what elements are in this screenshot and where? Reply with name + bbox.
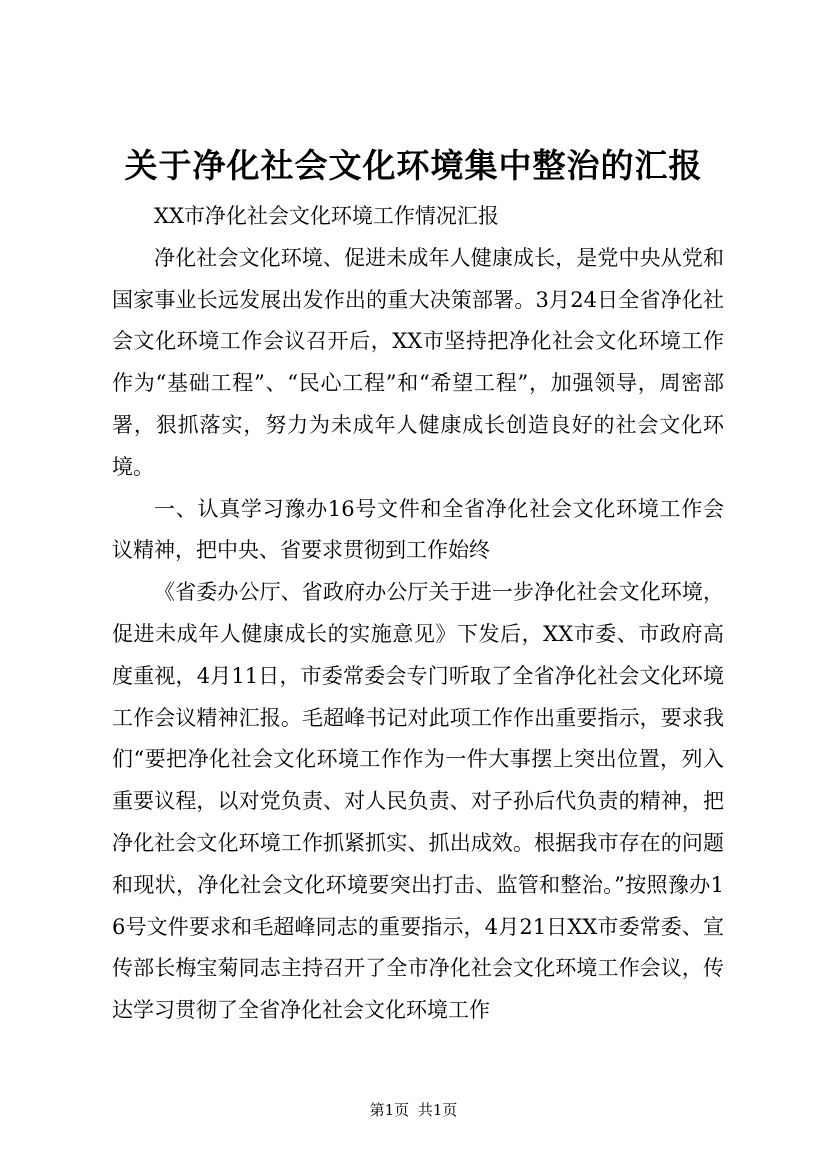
body-paragraph: 《省委办公厅、省政府办公厅关于进一步净化社会文化环境，促进未成年人健康成长的实施意见》下发后，XX市委、市政府高度重视，4月11日，市委常委会专门听取了全省净化社会文化环境工作会议精神汇报。毛超峰书记对此项工作作出重要指示，要求我们“要把净化社会文化环境工作作为一件大事摆上突出位置，列入重要议程，以对党负责、对人民负责、对子孙后代负责的精神，把净化社会文化环境工作抓紧抓实、抓出成效。根据我市存在的问题和现状，净化社会文化环境要突出打击、监管和整治。”按照豫办16号文件要求和毛超峰同志的重要指示，4月21日XX市委常委、宣传部长梅宝菊同志主持召开了全市净化社会文化环境工作会议，传达学习贯彻了全省净化社会文化环境工作 [112, 580, 724, 1023]
intro-paragraph: 净化社会文化环境、促进未成年人健康成长，是党中央从党和国家事业长远发展出发作出的重大决策部署。3月24日全省净化社会文化环境工作会议召开后，XX市坚持把净化社会文化环境工作作为“基础工程”、“民心工程”和“希望工程”，加强领导，周密部署，狠抓落实，努力为未成年人健康成长创造良好的社会文化环境。 [112, 245, 724, 479]
page-footer [0, 1100, 827, 1120]
section-heading-1: 一、认真学习豫办16号文件和全省净化社会文化环境工作会议精神，把中央、省要求贯彻到工作始终 [112, 496, 724, 563]
document-title: 关于净化社会文化环境集中整治的汇报 [124, 146, 703, 185]
page-total: 共1页 [417, 1101, 458, 1119]
subtitle-paragraph: XX市净化社会文化环境工作情况汇报 [154, 204, 499, 228]
document-body [112, 196, 724, 1032]
page-number: 第1页 [369, 1101, 410, 1119]
